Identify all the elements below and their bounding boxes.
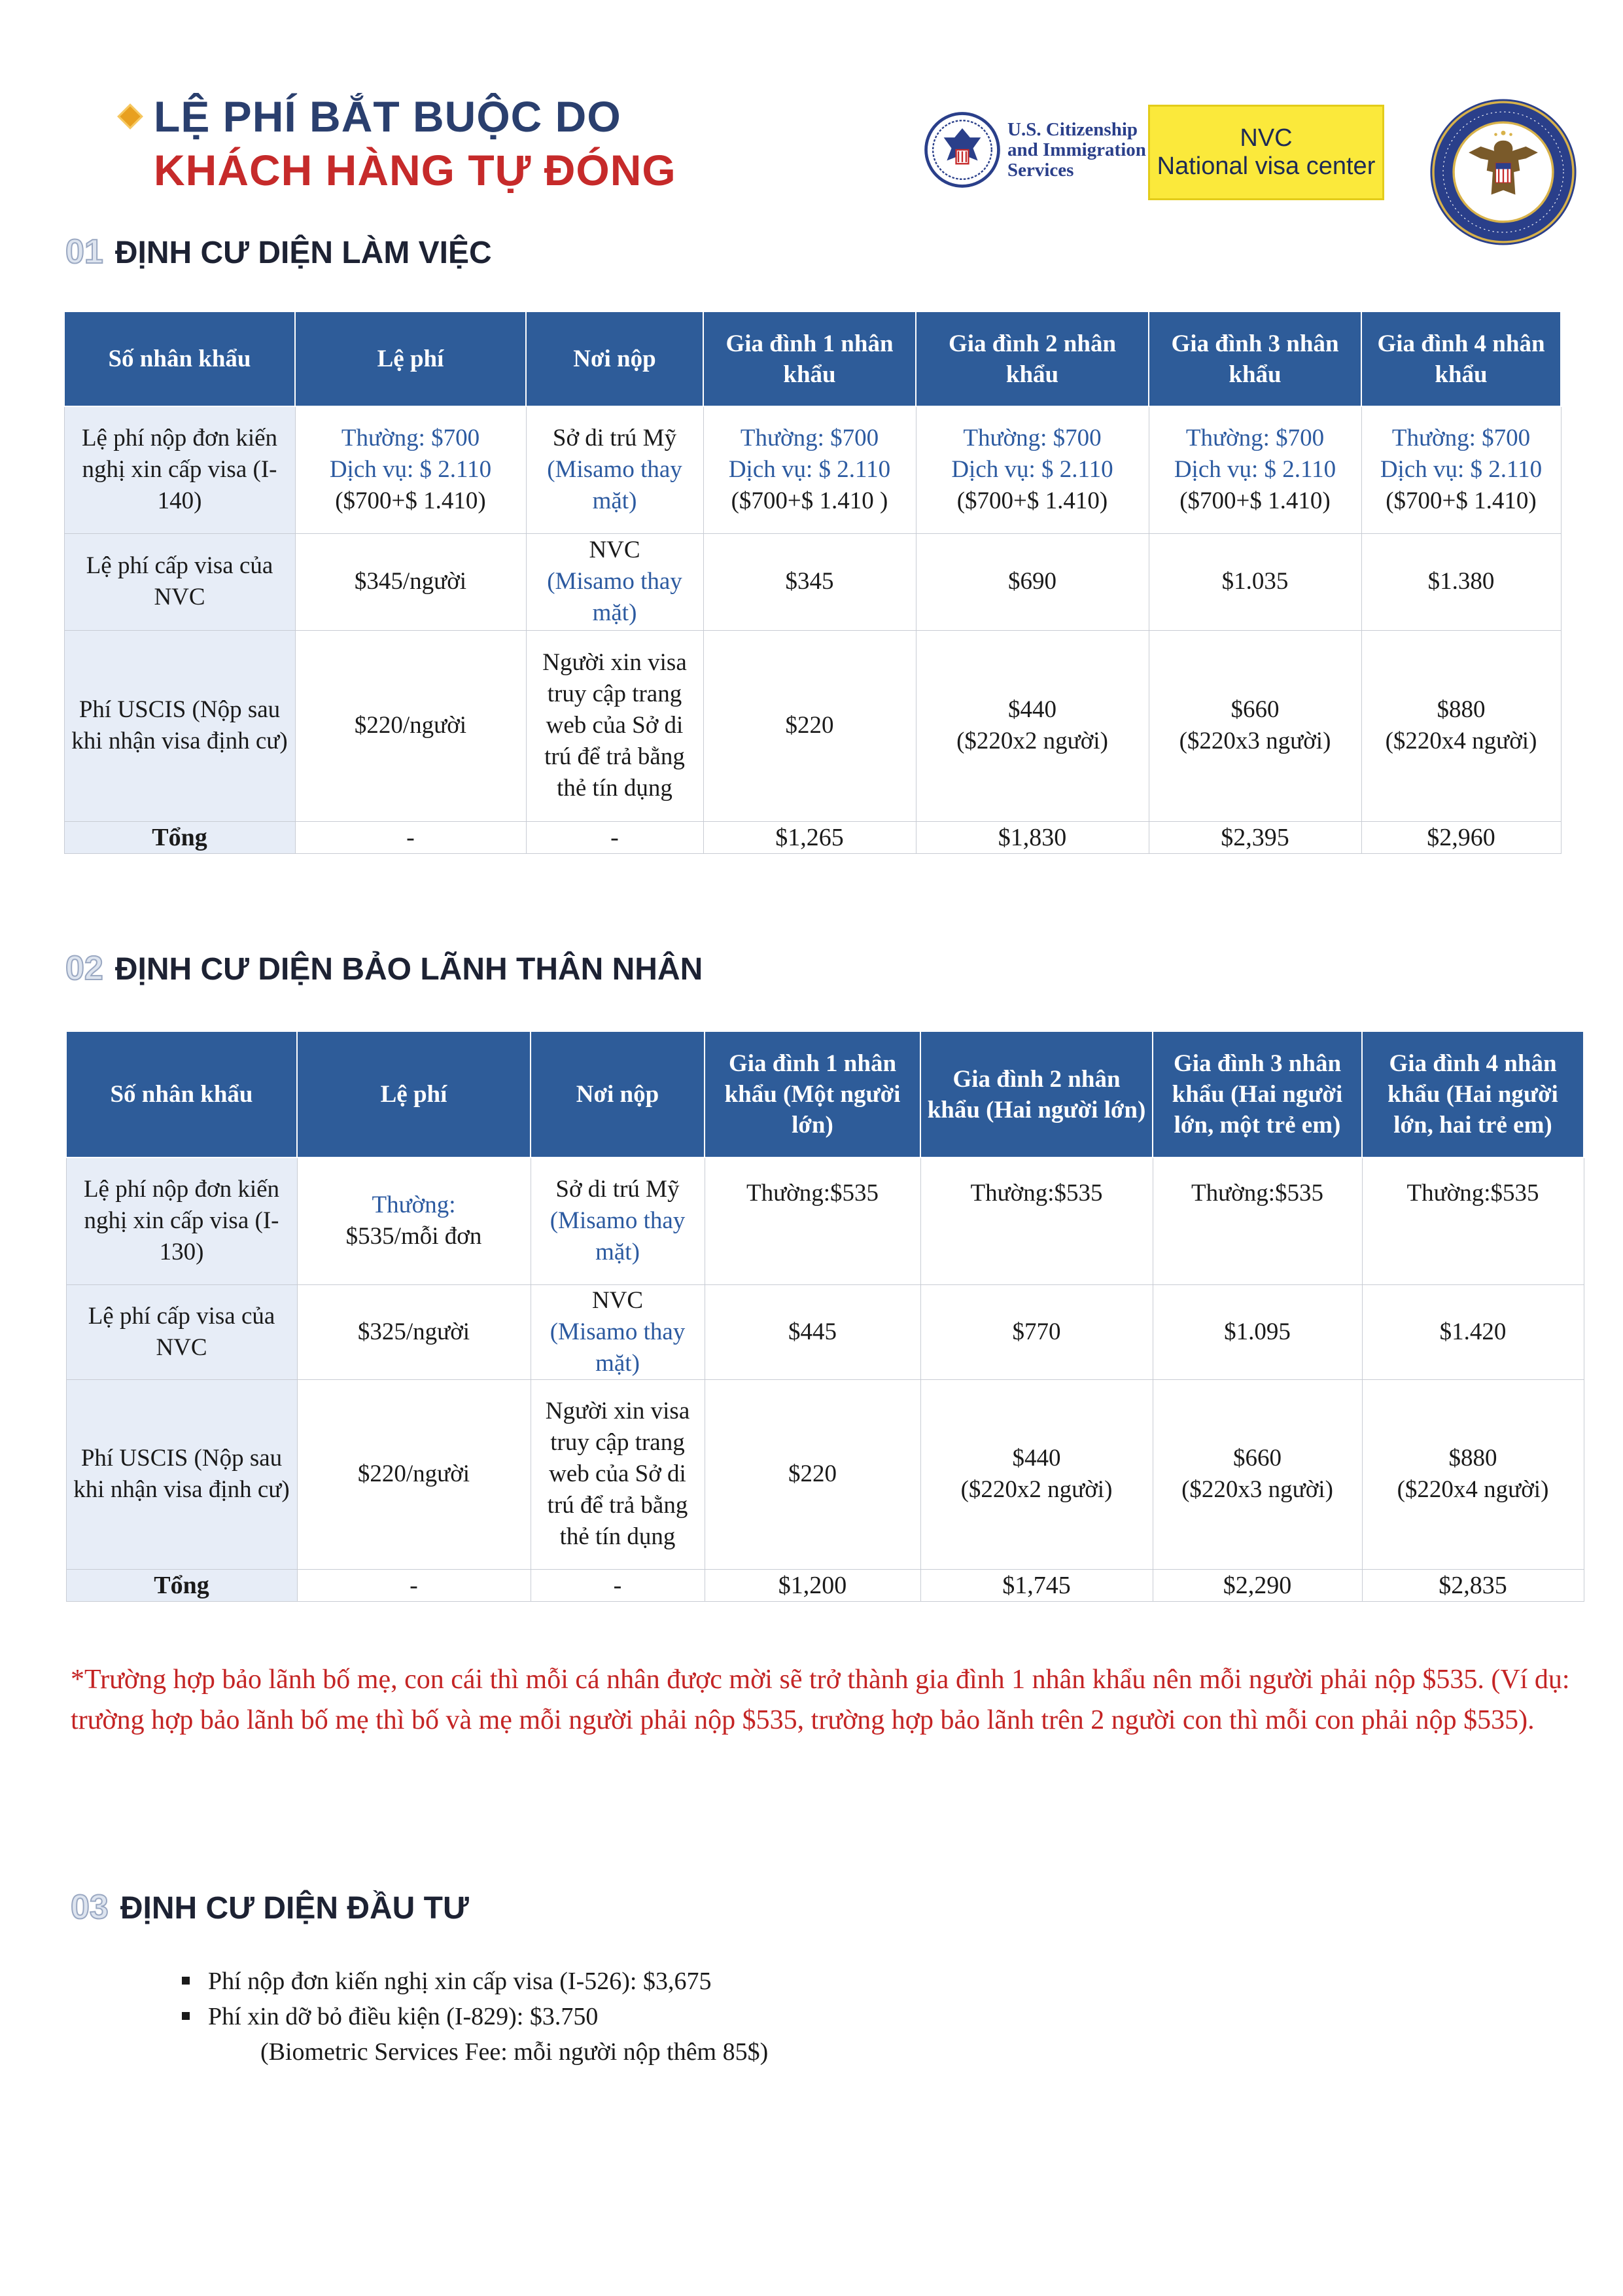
table-row [66, 1284, 1584, 1379]
fee-normal: Thường: $700 [341, 425, 480, 452]
place-sub: (Misamo thay mặt) [550, 1207, 686, 1266]
family-cell: Thường:$535 [705, 1157, 920, 1284]
header-family-3: Gia đình 3 nhân khẩu (Hai người lớn, một trẻ em) [1153, 1031, 1362, 1157]
section-2-title: ĐỊNH CƯ DIỆN BẢO LÃNH THÂN NHÂN [114, 952, 703, 987]
fam-value: $880 [1437, 696, 1486, 723]
fam-calc: ($700+$ 1.410 ) [731, 487, 888, 515]
fee-cell: $220/người [295, 630, 526, 821]
family-cell [920, 1379, 1153, 1569]
family-sponsorship-note: *Trường hợp bảo lãnh bố mẹ, con cái thì mỗi cá nhân được mời sẽ trở thành gia đình 1 nhân khẩu nên mỗi người phải nộp $535. (Ví dụ: trường hợp bảo lãnh bố mẹ thì bố và mẹ mỗi người phải nộp $535, trường hợp bảo lãnh trên 2 người con thì mỗi con phải nộp $535). [71, 1665, 1570, 1735]
fam-calc: ($220x2 người) [956, 728, 1108, 754]
fam-calc: ($700+$ 1.410) [956, 487, 1108, 515]
bullet-icon [182, 2012, 190, 2020]
family-cell: $345 [703, 533, 916, 630]
bullet-icon [182, 1977, 190, 1985]
place-cell: Người xin visa truy cập trang web của Sở di trú để trả bằng thẻ tín dụng [531, 1379, 705, 1569]
place-cell [526, 406, 703, 533]
diamond-bullet-icon [117, 103, 143, 130]
row-label: Phí USCIS (Nộp sau khi nhận visa định cư) [64, 630, 295, 821]
uscis-line-2: and Immigration [1007, 139, 1146, 160]
table-header-row [64, 311, 1561, 406]
fam-value: $220 [785, 712, 834, 739]
fam-calc: ($220x4 người) [1397, 1476, 1549, 1503]
section-1-heading [65, 232, 492, 272]
total-place: - [526, 821, 703, 853]
fam-value: $880 [1448, 1445, 1497, 1472]
fam-service: Dịch vụ: $ 2.110 [1380, 456, 1543, 484]
fam-normal: Thường: $700 [963, 425, 1102, 452]
work-visa-fee-table [63, 311, 1562, 854]
header-family-3: Gia đình 3 nhân khẩu [1149, 311, 1361, 406]
department-of-state-seal-icon [1428, 97, 1579, 247]
fam-value: $660 [1230, 696, 1280, 723]
fam-calc: ($220x2 người) [960, 1476, 1113, 1503]
header-fee: Lệ phí [295, 311, 526, 406]
total-row [64, 821, 1561, 853]
family-cell [703, 630, 916, 821]
family-cell [1361, 406, 1561, 533]
family-cell: Thường:$535 [920, 1157, 1153, 1284]
page-title [121, 92, 676, 195]
header-family-1: Gia đình 1 nhân khẩu [703, 311, 916, 406]
nvc-logo-line-2: National visa center [1157, 152, 1376, 180]
header-persons: Số nhân khẩu [64, 311, 295, 406]
total-family-2: $1,745 [920, 1569, 1153, 1601]
biometric-fee-note: (Biometric Services Fee: mỗi người nộp thêm 85$) [260, 2038, 769, 2066]
fam-calc: ($700+$ 1.410) [1179, 487, 1331, 515]
family-cell: $1.035 [1149, 533, 1361, 630]
fam-service: Dịch vụ: $ 2.110 [1174, 456, 1336, 484]
header-family-4: Gia đình 4 nhân khẩu (Hai người lớn, hai trẻ em) [1362, 1031, 1584, 1157]
fee-cell: $345/người [295, 533, 526, 630]
uscis-line-1: U.S. Citizenship [1007, 118, 1138, 140]
family-cell: $1.095 [1153, 1284, 1362, 1379]
place-main: Sở di trú Mỹ [552, 425, 677, 452]
family-cell: $770 [920, 1284, 1153, 1379]
fee-per: $535/mỗi đơn [345, 1223, 482, 1250]
place-sub: (Misamo thay mặt) [550, 1318, 686, 1377]
fee-cell [297, 1157, 531, 1284]
total-family-4: $2,960 [1361, 821, 1561, 853]
table-row [66, 1379, 1584, 1569]
family-cell: $1.380 [1361, 533, 1561, 630]
section-2-number: 02 [65, 949, 103, 987]
family-cell [1149, 406, 1361, 533]
uscis-seal-icon [924, 111, 1001, 188]
family-cell [916, 630, 1149, 821]
header-place: Nơi nộp [526, 311, 703, 406]
row-label: Lệ phí nộp đơn kiến nghị xin cấp visa (I-130) [66, 1157, 297, 1284]
fee-normal: Thường: [372, 1192, 456, 1219]
fee-cell: $325/người [297, 1284, 531, 1379]
fam-normal: Thường: $700 [1391, 425, 1531, 452]
uscis-line-3: Services [1007, 159, 1074, 181]
family-cell [1149, 630, 1361, 821]
fam-value: $440 [1012, 1445, 1061, 1472]
total-fee: - [297, 1569, 531, 1601]
header-family-4: Gia đình 4 nhân khẩu [1361, 311, 1561, 406]
place-sub: (Misamo thay mặt) [547, 456, 682, 515]
title-line-2: KHÁCH HÀNG TỰ ĐÓNG [154, 146, 676, 194]
total-row [66, 1569, 1584, 1601]
place-cell [531, 1284, 705, 1379]
header-persons: Số nhân khẩu [66, 1031, 297, 1157]
family-cell [703, 406, 916, 533]
total-label: Tổng [64, 821, 295, 853]
fam-normal: Thường: $700 [1185, 425, 1325, 452]
family-visa-fee-table [65, 1031, 1584, 1602]
total-family-1: $1,200 [705, 1569, 920, 1601]
total-family-2: $1,830 [916, 821, 1149, 853]
total-family-1: $1,265 [703, 821, 916, 853]
table-row [64, 630, 1561, 821]
fam-calc: ($220x3 người) [1179, 728, 1331, 754]
section-2-heading [65, 949, 703, 988]
fam-service: Dịch vụ: $ 2.110 [951, 456, 1113, 484]
total-label: Tổng [66, 1569, 297, 1601]
family-cell [916, 406, 1149, 533]
fam-calc: ($700+$ 1.410) [1386, 487, 1537, 515]
header-place: Nơi nộp [531, 1031, 705, 1157]
header-family-2: Gia đình 2 nhân khẩu [916, 311, 1149, 406]
table-row [64, 406, 1561, 533]
place-main: NVC [591, 1286, 644, 1314]
family-cell: $445 [705, 1284, 920, 1379]
place-cell [526, 533, 703, 630]
row-label: Lệ phí nộp đơn kiến nghị xin cấp visa (I-140) [64, 406, 295, 533]
fam-value: $440 [1008, 696, 1056, 723]
section-3-number: 03 [71, 1888, 109, 1926]
place-cell [531, 1157, 705, 1284]
section-3-title: ĐỊNH CƯ DIỆN ĐẦU TƯ [120, 1891, 469, 1926]
fam-service: Dịch vụ: $ 2.110 [728, 456, 891, 484]
header-fee: Lệ phí [297, 1031, 531, 1157]
section-3-heading [71, 1888, 469, 1927]
family-cell [705, 1379, 920, 1569]
place-main: Sở di trú Mỹ [555, 1176, 680, 1203]
header-family-1: Gia đình 1 nhân khẩu (Một người lớn) [705, 1031, 920, 1157]
list-item [208, 1964, 711, 1999]
family-cell [1361, 630, 1561, 821]
total-family-4: $2,835 [1362, 1569, 1584, 1601]
table-row [64, 533, 1561, 630]
list-item-text: Phí nộp đơn kiến nghị xin cấp visa (I-526): $3,675 [208, 1968, 712, 1995]
fam-normal: Thường: $700 [740, 425, 879, 452]
fee-calc: ($700+$ 1.410) [335, 487, 486, 515]
table-row [66, 1157, 1584, 1284]
fam-value: $660 [1233, 1445, 1282, 1472]
fee-service: Dịch vụ: $ 2.110 [329, 456, 492, 484]
family-cell: Thường:$535 [1362, 1157, 1584, 1284]
family-cell: $1.420 [1362, 1284, 1584, 1379]
place-cell: Người xin visa truy cập trang web của Sở di trú để trả bằng thẻ tín dụng [526, 630, 703, 821]
fee-cell [295, 406, 526, 533]
family-cell [1153, 1379, 1362, 1569]
row-label: Lệ phí cấp visa của NVC [64, 533, 295, 630]
total-family-3: $2,395 [1149, 821, 1361, 853]
row-label: Lệ phí cấp visa của NVC [66, 1284, 297, 1379]
family-cell: $690 [916, 533, 1149, 630]
total-place: - [531, 1569, 705, 1601]
place-sub: (Misamo thay mặt) [547, 568, 682, 626]
title-line-1: LỆ PHÍ BẮT BUỘC DO [154, 92, 621, 141]
fam-calc: ($220x3 người) [1181, 1476, 1333, 1503]
uscis-logo [924, 111, 1146, 188]
fam-value: $220 [788, 1460, 837, 1487]
list-item [208, 1999, 598, 2034]
section-1-title: ĐỊNH CƯ DIỆN LÀM VIỆC [114, 236, 492, 270]
place-main: NVC [589, 537, 640, 563]
fee-cell: $220/người [297, 1379, 531, 1569]
nvc-logo-line-1: NVC [1240, 124, 1293, 152]
total-family-3: $2,290 [1153, 1569, 1362, 1601]
fam-calc: ($220x4 người) [1385, 728, 1537, 754]
total-fee: - [295, 821, 526, 853]
header-family-2: Gia đình 2 nhân khẩu (Hai người lớn) [920, 1031, 1153, 1157]
family-cell [1362, 1379, 1584, 1569]
nvc-logo [1148, 105, 1384, 200]
family-cell: Thường:$535 [1153, 1157, 1362, 1284]
list-item-text: Phí xin dỡ bỏ điều kiện (I-829): $3.750 [208, 2003, 599, 2030]
section-1-number: 01 [65, 233, 103, 271]
table-header-row [66, 1031, 1584, 1157]
row-label: Phí USCIS (Nộp sau khi nhận visa định cư) [66, 1379, 297, 1569]
